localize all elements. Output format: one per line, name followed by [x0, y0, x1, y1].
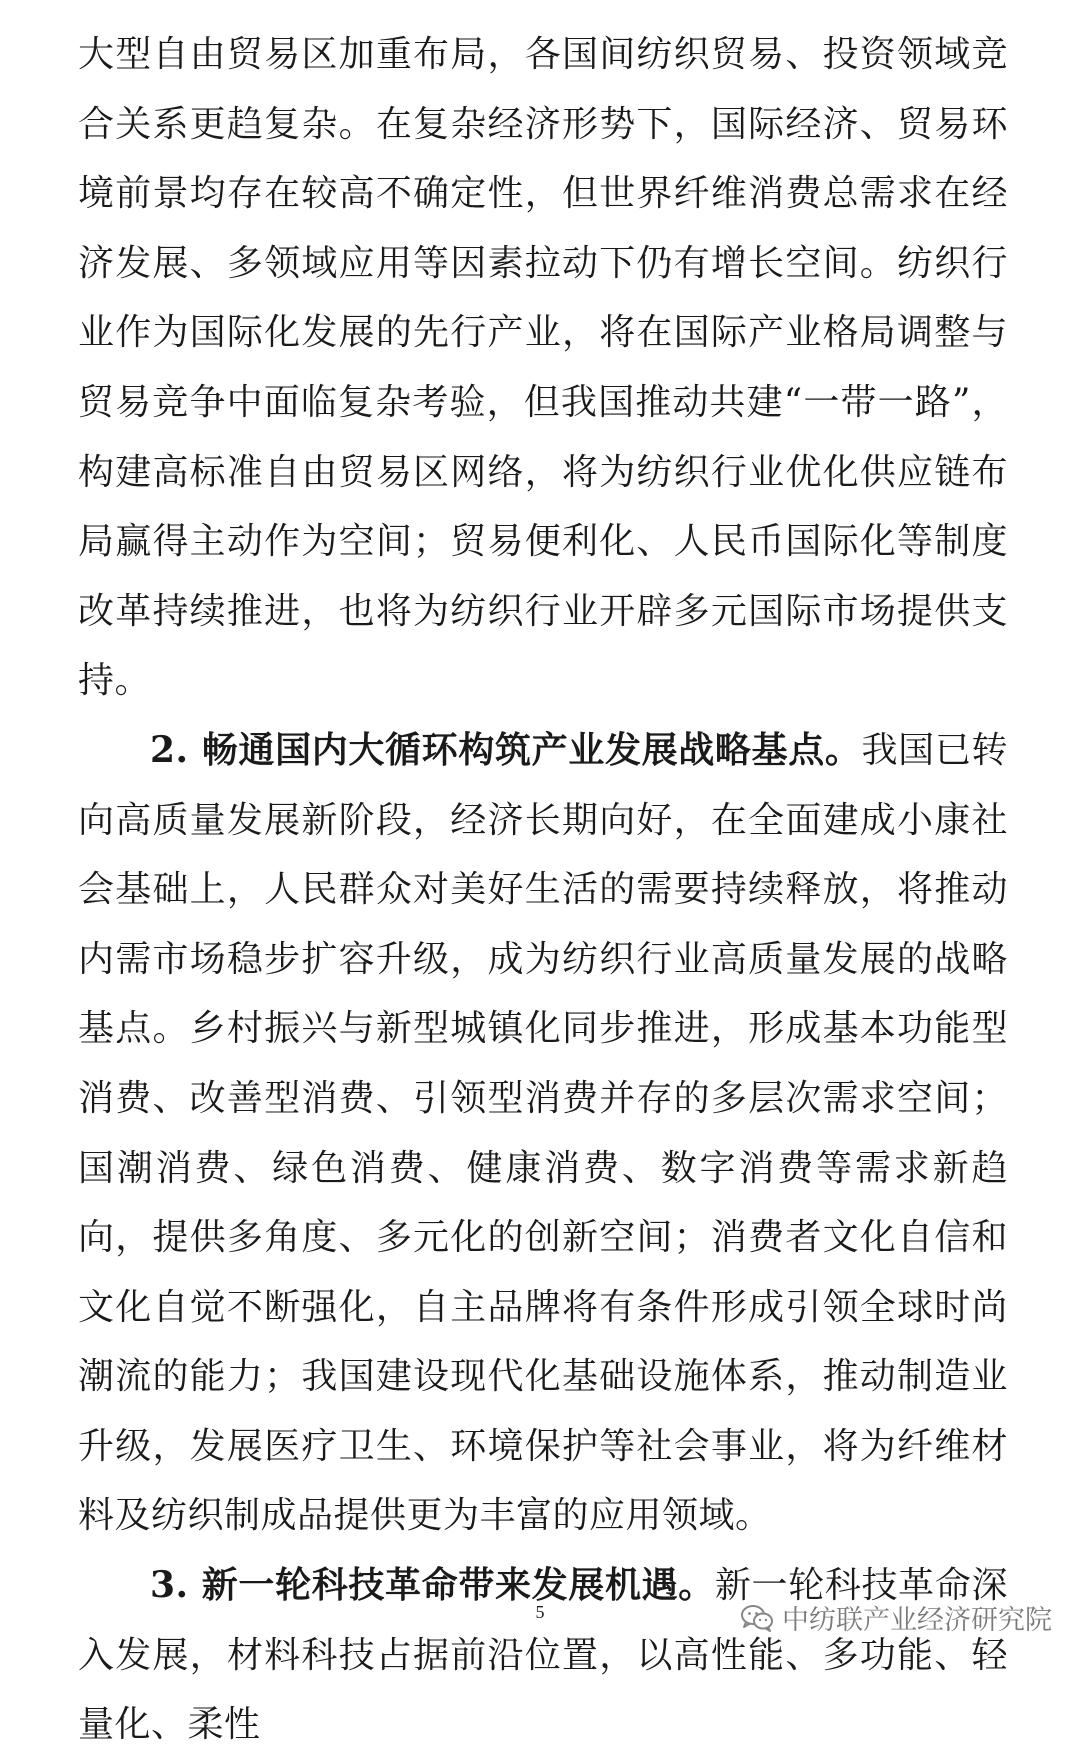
paragraph-2	[78, 716, 1008, 1551]
paragraph-3-text: 新一轮科技革命深入发展，材料科技占据前沿位置，以高性能、多功能、轻量化、柔性	[78, 1565, 1008, 1746]
wechat-icon	[740, 1604, 774, 1632]
paragraph-1-text: 大型自由贸易区加重布局，各国间纺织贸易、投资领域竞合关系更趋复杂。在复杂经济形势下，国际经济、贸易环境前景均存在较高不确定性，但世界纤维消费总需求在经济发展、多领域应用等因素拉动下仍有增长空间。纺织行业作为国际化发展的先行产业，将在国际产业格局调整与贸易竞争中面临复杂考验，但我国推动共建“一带一路”，构建高标准自由贸易区网络，将为纺织行业优化供应链布局赢得主动作为空间；贸易便利化、人民币国际化等制度改革持续推进，也将为纺织行业开辟多元国际市场提供支持。	[78, 34, 1008, 702]
page-number: 5	[535, 1602, 545, 1622]
paragraph-2-text: 我国已转向高质量发展新阶段，经济长期向好，在全面建成小康社会基础上，人民群众对美好生活的需要持续释放，将推动内需市场稳步扩容升级，成为纺织行业高质量发展的战略基点。乡村振兴与新型城镇化同步推进，形成基本功能型消费、改善型消费、引领型消费并存的多层次需求空间；国潮消费、绿色消费、健康消费、数字消费等需求新趋向，提供多角度、多元化的创新空间；消费者文化自信和文化自觉不断强化，自主品牌将有条件形成引领全球时尚潮流的能力；我国建设现代化基础设施体系，推动制造业升级，发展医疗卫生、环境保护等社会事业，将为纤维材料及纺织制成品提供更为丰富的应用领域。	[78, 729, 1008, 1537]
section-2-heading: 2. 畅通国内大循环构筑产业发展战略基点。	[150, 728, 862, 771]
document-page	[78, 20, 1008, 1760]
watermark-text: 中纺联产业经济研究院	[782, 1605, 1052, 1636]
section-3-heading: 3. 新一轮科技革命带来发展机遇。	[150, 1564, 715, 1607]
paragraph-1	[78, 20, 1008, 716]
watermark	[740, 1598, 1052, 1637]
paragraph-3	[78, 1551, 1008, 1760]
